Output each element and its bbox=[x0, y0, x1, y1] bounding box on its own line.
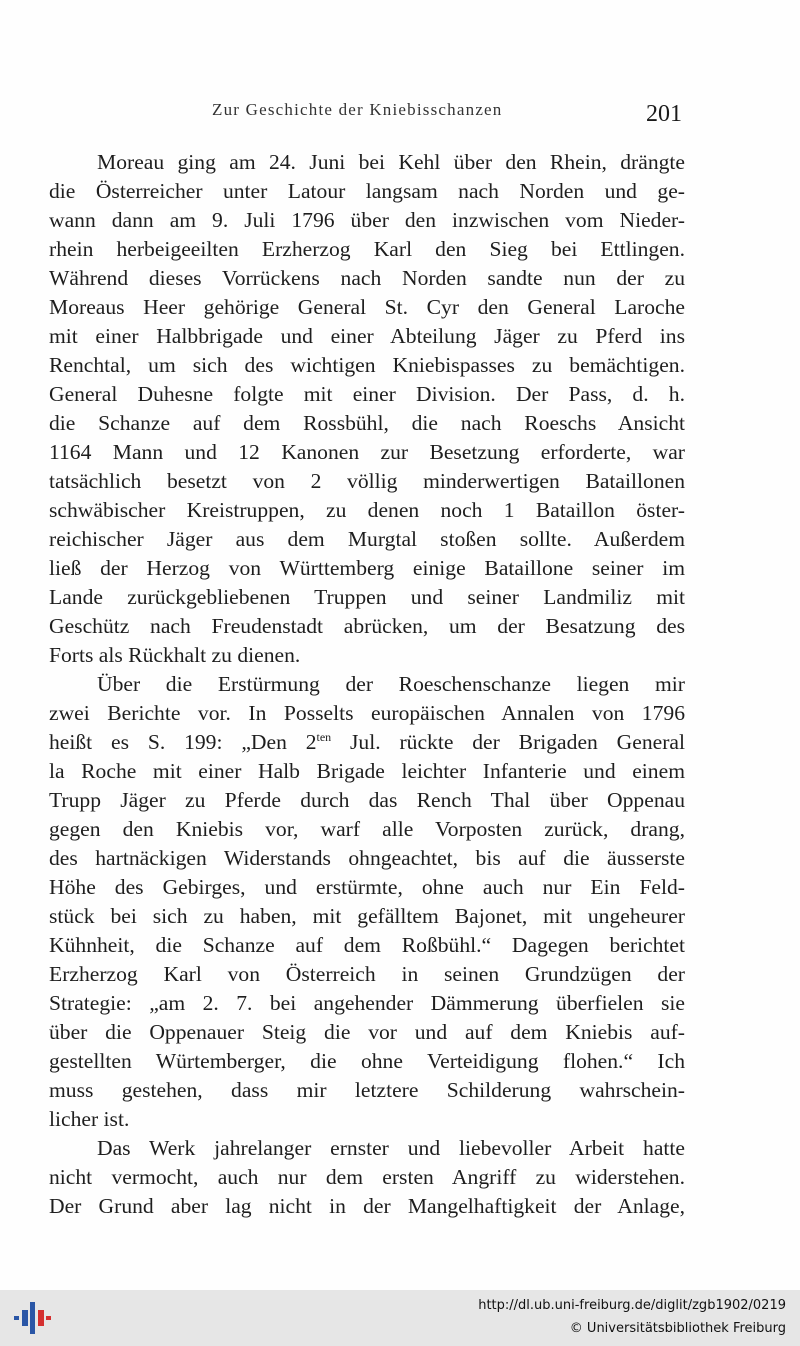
source-url-link[interactable]: http://dl.ub.uni-freiburg.de/diglit/zgb1902/0219 bbox=[478, 1298, 786, 1313]
paragraph-1 bbox=[49, 148, 685, 670]
superscript: ten bbox=[316, 730, 332, 744]
text-line: 1164 Mann und 12 Kanonen zur Besetzung erforderte, war bbox=[49, 440, 685, 464]
text-line: Während dieses Vorrückens nach Norden sandte nun der zu bbox=[49, 266, 685, 290]
text-line: mit einer Halbbrigade und einer Abteilung Jäger zu Pferd ins bbox=[49, 324, 685, 348]
text-line: nicht vermocht, auch nur dem ersten Angriff zu widerstehen. bbox=[49, 1165, 685, 1189]
text-line: Lande zurückgebliebenen Truppen und seiner Landmiliz mit bbox=[49, 585, 685, 609]
text-line-with-superscript bbox=[49, 728, 685, 757]
text-line: Kühnheit, die Schanze auf dem Roßbühl.“ Dagegen berichtet bbox=[49, 933, 685, 957]
text-fragment: Jul. rückte der Brigaden General bbox=[331, 730, 685, 754]
ub-freiburg-logo-icon bbox=[12, 1300, 52, 1336]
text-line: Moreaus Heer gehörige General St. Cyr den General Laroche bbox=[49, 295, 685, 319]
text-line: Über die Erstürmung der Roeschenschanze liegen mir bbox=[97, 672, 685, 696]
text-line: Trupp Jäger zu Pferde durch das Rench Thal über Oppenau bbox=[49, 788, 685, 812]
paragraph-3 bbox=[49, 1134, 685, 1221]
text-line: Das Werk jahrelanger ernster und liebevoller Arbeit hatte bbox=[97, 1136, 685, 1160]
text-line: Erzherzog Karl von Österreich in seinen Grundzügen der bbox=[49, 962, 685, 986]
text-line: des hartnäckigen Widerstands ohngeachtet, bis auf die äusserste bbox=[49, 846, 685, 870]
running-title: Zur Geschichte der Kniebisschanzen bbox=[212, 100, 503, 119]
text-line: wann dann am 9. Juli 1796 über den inzwischen vom Nieder- bbox=[49, 208, 685, 232]
paragraph-2 bbox=[49, 670, 685, 1134]
text-line: die Österreicher unter Latour langsam nach Norden und ge- bbox=[49, 179, 685, 203]
text-line: gestellten Würtemberger, die ohne Verteidigung flohen.“ Ich bbox=[49, 1049, 685, 1073]
body-text bbox=[49, 148, 685, 1221]
text-line: reichischer Jäger aus dem Murgtal stoßen sollte. Außerdem bbox=[49, 527, 685, 551]
text-line: Höhe des Gebirges, und erstürmte, ohne auch nur Ein Feld- bbox=[49, 875, 685, 899]
text-line: stück bei sich zu haben, mit gefälltem Bajonet, mit ungeheurer bbox=[49, 904, 685, 928]
page-number: 201 bbox=[646, 101, 682, 127]
text-line: ließ der Herzog von Württemberg einige Bataillone seiner im bbox=[49, 556, 685, 580]
text-line: schwäbischer Kreistruppen, zu denen noch 1 Bataillon öster- bbox=[49, 498, 685, 522]
text-line: Forts als Rückhalt zu dienen. bbox=[49, 643, 301, 667]
text-fragment: heißt es S. 199: „Den 2 bbox=[49, 730, 317, 754]
text-line: gegen den Kniebis vor, warf alle Vorposten zurück, drang, bbox=[49, 817, 685, 841]
text-line: tatsächlich besetzt von 2 völlig minderwertigen Bataillonen bbox=[49, 469, 685, 493]
text-line: la Roche mit einer Halb Brigade leichter Infanterie und einem bbox=[49, 759, 685, 783]
text-line: Moreau ging am 24. Juni bei Kehl über den Rhein, drängte bbox=[97, 150, 685, 174]
text-line: Strategie: „am 2. 7. bei angehender Dämmerung überfielen sie bbox=[49, 991, 685, 1015]
text-line: Der Grund aber lag nicht in der Mangelhaftigkeit der Anlage, bbox=[49, 1194, 685, 1218]
text-line: licher ist. bbox=[49, 1107, 130, 1131]
footer-bar bbox=[0, 1290, 800, 1346]
text-line: zwei Berichte vor. In Posselts europäischen Annalen von 1796 bbox=[49, 701, 685, 725]
text-line: Renchtal, um sich des wichtigen Kniebispasses zu bemächtigen. bbox=[49, 353, 685, 377]
text-line: die Schanze auf dem Rossbühl, die nach Roeschs Ansicht bbox=[49, 411, 685, 435]
text-line: rhein herbeigeeilten Erzherzog Karl den Sieg bei Ettlingen. bbox=[49, 237, 685, 261]
text-line: General Duhesne folgte mit einer Division. Der Pass, d. h. bbox=[49, 382, 685, 406]
text-line: muss gestehen, dass mir letztere Schilderung wahrschein- bbox=[49, 1078, 685, 1102]
text-line: über die Oppenauer Steig die vor und auf dem Kniebis auf- bbox=[49, 1020, 685, 1044]
text-line: Geschütz nach Freudenstadt abrücken, um der Besatzung des bbox=[49, 614, 685, 638]
copyright-notice: © Universitätsbibliothek Freiburg bbox=[569, 1321, 786, 1336]
